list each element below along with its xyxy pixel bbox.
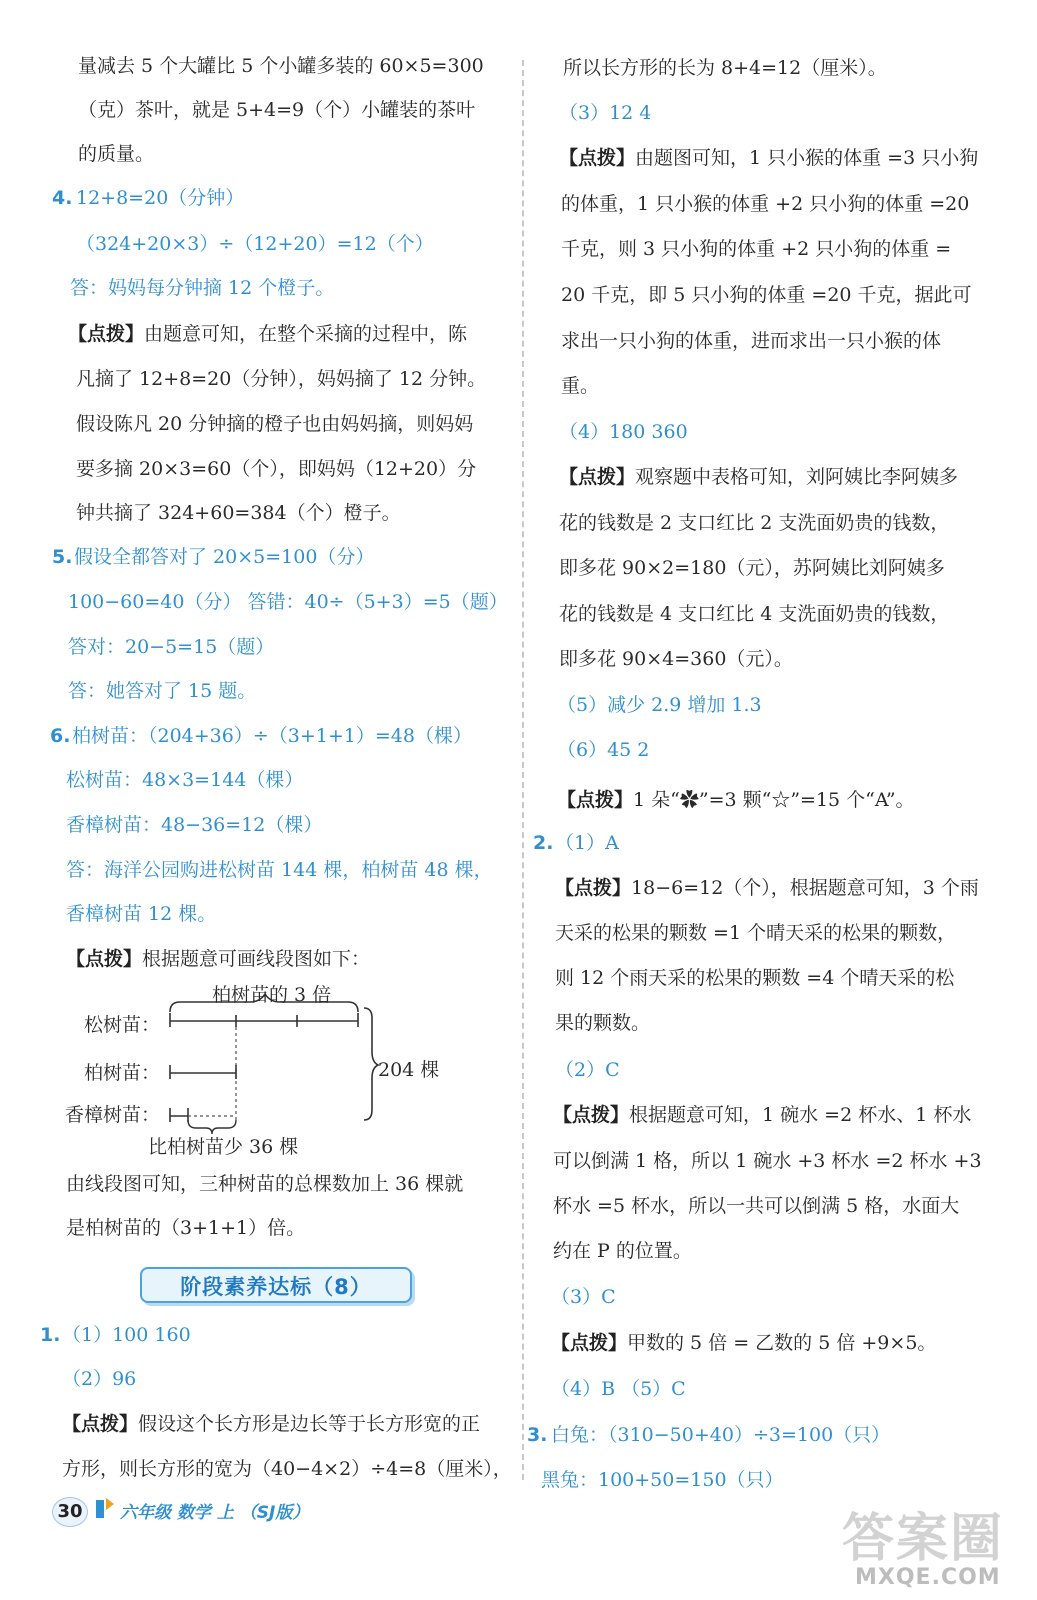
diagram-label-bai: 柏树苗： — [84, 1062, 161, 1084]
diagram-label-song: 松树苗： — [84, 1014, 161, 1036]
text-line: 约在 P 的位置。 — [553, 1240, 692, 1262]
answer-line: 答：她答对了 15 题。 — [68, 680, 257, 702]
tip-line: 【点拨】由题意可知，在整个采摘的过程中，陈 — [68, 323, 468, 345]
answer-line: 答对：20−5=15（题） — [68, 636, 275, 658]
diagram-less-label: 比柏树苗少 36 棵 — [148, 1136, 299, 1158]
diagram-label-xiang: 香樟树苗： — [65, 1104, 161, 1126]
question-number: 6. — [50, 725, 71, 747]
answer-line: 答：妈妈每分钟摘 12 个橙子。 — [70, 277, 335, 299]
text-line: 即多花 90×2=180（元），苏阿姨比刘阿姨多 — [559, 557, 945, 579]
text-line: 花的钱数是 4 支口红比 4 支洗面奶贵的钱数， — [559, 603, 950, 625]
answer-line: 香樟树苗：48−36=12（棵） — [66, 814, 323, 836]
text-line: 则 12 个雨天采的松果的颗数 =4 个晴天采的松 — [555, 967, 955, 989]
tip-line: 【点拨】由题图可知，1 只小猴的体重 =3 只小狗 — [559, 147, 979, 169]
text-line: 天采的松果的颗数 =1 个晴天采的松果的颗数， — [555, 922, 957, 944]
text-line: 即多花 90×4=360（元）。 — [559, 648, 793, 670]
text-line: 方形，则长方形的宽为（40−4×2）÷4=8（厘米）， — [62, 1458, 512, 1480]
answer-line: 假设全都答对了 20×5=100（分） — [74, 546, 375, 568]
tip-label: 【点拨】 — [559, 466, 636, 488]
line-segment-diagram — [60, 980, 520, 1160]
text-line: 求出一只小狗的体重，进而求出一只小猴的体 — [561, 330, 942, 352]
footer-book-title: 六年级 数学 上 （SJ版） — [120, 1503, 310, 1523]
book-logo-icon — [92, 1494, 118, 1522]
text-line: 钟共摘了 324+60=384（个）橙子。 — [76, 502, 401, 524]
text-line: 重。 — [561, 375, 600, 397]
text-line: 要多摘 20×3=60（个），即妈妈（12+20）分 — [76, 458, 477, 480]
answer-line: 松树苗：48×3=144（棵） — [66, 769, 304, 791]
answer-line: 白兔：（310−50+40）÷3=100（只） — [551, 1424, 891, 1446]
answer-line: 黑兔：100+50=150（只） — [541, 1469, 784, 1491]
question-number: 3. — [527, 1424, 548, 1446]
tip-label: 【点拨】 — [555, 877, 632, 899]
page-number: 30 — [52, 1497, 88, 1527]
answer-line: （1）A — [555, 832, 619, 854]
tip-line: 【点拨】观察题中表格可知，刘阿姨比李阿姨多 — [559, 466, 959, 488]
question-number: 1. — [40, 1324, 61, 1346]
tip-line: 【点拨】根据题意可画线段图如下： — [66, 948, 371, 970]
text-line: （克）茶叶，就是 5+4=9（个）小罐装的茶叶 — [78, 99, 476, 121]
text-line: 是柏树苗的（3+1+1）倍。 — [66, 1217, 306, 1239]
text-line: 杯水 =5 杯水，所以一共可以倒满 5 格，水面大 — [553, 1195, 960, 1217]
text-line: 的体重，1 只小猴的体重 +2 只小狗的体重 =20 — [561, 193, 970, 215]
tip-label: 【点拨】 — [62, 1413, 139, 1435]
text-line: 所以长方形的长为 8+4=12（厘米）。 — [563, 57, 887, 79]
answer-line: 100−60=40（分） 答错：40÷（5+3）=5（题） — [68, 591, 508, 613]
answer-line: （5）减少 2.9 增加 1.3 — [557, 694, 762, 716]
tip-label: 【点拨】 — [68, 323, 145, 345]
question-number: 2. — [533, 832, 554, 854]
tip-label: 【点拨】 — [551, 1332, 628, 1354]
answer-line: 答：海洋公园购进松树苗 144 棵，柏树苗 48 棵， — [66, 859, 493, 881]
section-header — [140, 1267, 412, 1303]
tip-label: 【点拨】 — [553, 1104, 630, 1126]
column-divider — [522, 60, 524, 1480]
tip-label: 【点拨】 — [66, 948, 143, 970]
watermark-url: MXQE.COM — [855, 1565, 1001, 1590]
brace-right — [364, 1008, 378, 1120]
tip-line: 【点拨】假设这个长方形是边长等于长方形宽的正 — [62, 1413, 481, 1435]
answer-line: （324+20×3）÷（12+20）=12（个） — [76, 233, 434, 255]
tip-label: 【点拨】 — [559, 147, 636, 169]
text-line: 花的钱数是 2 支口红比 2 支洗面奶贵的钱数， — [559, 512, 950, 534]
answer-line: 12+8=20（分钟） — [76, 187, 245, 209]
text-line: 由线段图可知，三种树苗的总棵数加上 36 棵就 — [66, 1173, 464, 1195]
watermark-logo: 答案圈 — [842, 1509, 1005, 1569]
diagram-top-label: 柏树苗的 3 倍 — [212, 984, 332, 1006]
answer-line: （4）B （5）C — [551, 1378, 686, 1400]
text-line: 凡摘了 12+8=20（分钟），妈妈摘了 12 分钟。 — [76, 368, 487, 390]
answer-line: （2）C — [555, 1059, 620, 1081]
answer-line: （6）45 2 — [557, 739, 650, 761]
answer-line: （3）12 4 — [559, 102, 652, 124]
tip-line: 【点拨】根据题意可知，1 碗水 =2 杯水、1 杯水 — [553, 1104, 972, 1126]
tip-label: 【点拨】 — [557, 789, 634, 811]
question-number: 5. — [52, 546, 73, 568]
text-line: 20 千克，即 5 只小狗的体重 =20 千克，据此可 — [561, 284, 972, 306]
tip-line: 【点拨】1 朵“✿”=3 颗“☆”=15 个“A”。 — [557, 789, 915, 811]
answer-line: 香樟树苗 12 棵。 — [66, 903, 217, 925]
question-number: 4. — [52, 187, 73, 209]
answer-line: （1）100 160 — [62, 1324, 191, 1346]
text-line: 可以倒满 1 格，所以 1 碗水 +3 杯水 =2 杯水 +3 — [553, 1150, 982, 1172]
text-line: 的质量。 — [78, 143, 155, 165]
diagram-total-label: 204 棵 — [378, 1059, 440, 1081]
answer-line: （2）96 — [62, 1368, 137, 1390]
answer-line: 柏树苗：（204+36）÷（3+1+1）=48（棵） — [72, 725, 472, 747]
tip-line: 【点拨】甲数的 5 倍 = 乙数的 5 倍 +9×5。 — [551, 1332, 937, 1354]
tip-line: 【点拨】18−6=12（个），根据题意可知，3 个雨 — [555, 877, 979, 899]
section-title: 阶段素养达标（8） — [180, 1275, 372, 1299]
text-line: 假设陈凡 20 分钟摘的橙子也由妈妈摘，则妈妈 — [76, 413, 474, 435]
text-line: 量减去 5 个大罐比 5 个小罐多装的 60×5=300 — [78, 55, 484, 77]
text-line: 千克，则 3 只小狗的体重 +2 只小狗的体重 = — [561, 238, 952, 260]
answer-line: （4）180 360 — [559, 421, 688, 443]
answer-line: （3）C — [551, 1286, 616, 1308]
text-line: 果的颗数。 — [555, 1012, 651, 1034]
